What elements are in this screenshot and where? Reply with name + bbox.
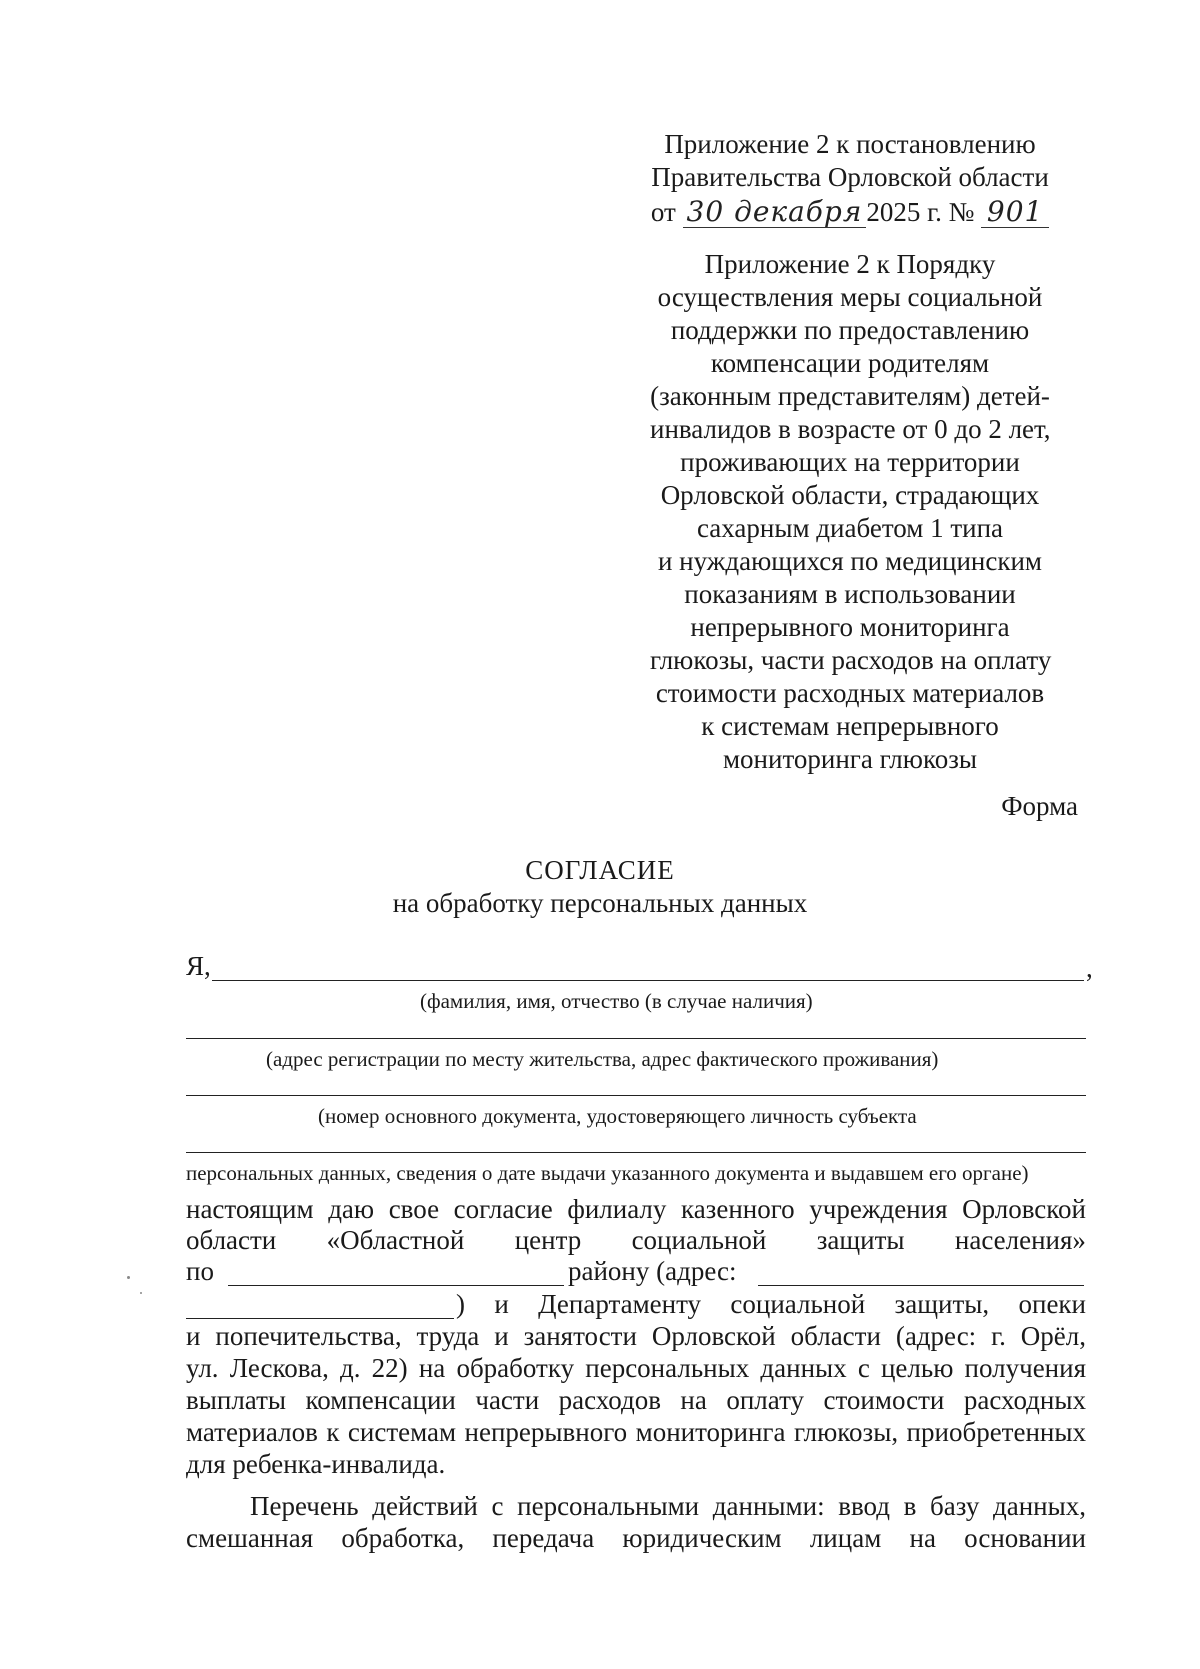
document-title: СОГЛАСИЕ: [525, 855, 675, 885]
body-line-9: для ребенка-инвалида.: [186, 1449, 446, 1479]
district-address-blank-line: [758, 1285, 1084, 1286]
handwritten-number: 901: [981, 197, 1049, 228]
appendix-line: компенсации родителям: [710, 348, 990, 378]
address-blank-line: [186, 1038, 1086, 1039]
document-subtitle: на обработку персональных данных: [392, 888, 808, 918]
resolution-line-2: Правительства Орловской области: [651, 162, 1049, 192]
district-blank-line: [228, 1285, 564, 1286]
scan-speck: [140, 1292, 142, 1294]
body-line-3-middle: району (адрес:: [568, 1256, 737, 1286]
body-line-7: выплаты компенсации части расходов на оплату стоимости расходных: [186, 1385, 1086, 1415]
date-suffix: 2025 г. №: [866, 197, 975, 227]
appendix-line: инвалидов в возрасте от 0 до 2 лет,: [650, 414, 1051, 444]
scan-speck: [127, 1276, 130, 1279]
resolution-date-line: [650, 196, 1050, 229]
date-prefix: от: [650, 197, 676, 227]
body-word: населения»: [954, 1225, 1086, 1255]
document-blank-line: [186, 1095, 1086, 1096]
appendix-line: мониторинга глюкозы: [722, 744, 978, 774]
body-line-4: ) и Департаменту социальной защиты, опеки: [456, 1289, 1086, 1319]
address-caption: (адрес регистрации по месту жительства, адрес фактического проживания): [266, 1047, 939, 1071]
body-line-3-prefix: по: [186, 1256, 214, 1286]
resolution-line-1: Приложение 2 к постановлению: [664, 129, 1036, 159]
name-blank-line: [212, 980, 1084, 981]
i-prefix: Я,: [186, 951, 211, 981]
document-caption-1: (номер основного документа, удостоверяющего личность субъекта: [318, 1104, 917, 1128]
district-address-blank-line-2: [186, 1318, 454, 1319]
para2-line-1: Перечень действий с персональными данными: ввод в базу данных,: [250, 1491, 1086, 1521]
appendix-line: поддержки по предоставлению: [670, 315, 1030, 345]
body-word: социальной: [631, 1225, 767, 1255]
appendix-line: и нуждающихся по медицинским: [657, 546, 1043, 576]
body-word: области: [186, 1225, 277, 1255]
appendix-line: проживающих на территории: [680, 447, 1020, 477]
body-word: центр: [514, 1225, 582, 1255]
i-comma: ,: [1086, 953, 1093, 983]
body-line-5: и попечительства, труда и занятости Орловской области (адрес: г. Орёл,: [186, 1321, 1086, 1351]
appendix-line: глюкозы, части расходов на оплату: [650, 645, 1052, 675]
appendix-line: (законным представителям) детей-: [650, 381, 1050, 411]
body-line-8: материалов к системам непрерывного мониторинга глюкозы, приобретенных: [186, 1417, 1086, 1447]
body-line-2: [186, 1224, 1086, 1257]
document-caption-2: персональных данных, сведения о дате выдачи указанного документа и выдавшем его органе): [186, 1161, 1029, 1185]
handwritten-date: 30 декабря: [683, 197, 867, 228]
body-line-1: настоящим даю свое согласие филиалу казенного учреждения Орловской: [186, 1194, 1086, 1224]
appendix-line: стоимости расходных материалов: [655, 678, 1045, 708]
appendix-line: непрерывного мониторинга: [690, 612, 1010, 642]
document-blank-line-2: [186, 1152, 1086, 1153]
procedure-appendix-block: [650, 248, 1050, 776]
resolution-appendix-header: [650, 128, 1050, 229]
form-label: Форма: [1001, 791, 1078, 821]
para2-line-2: смешанная обработка, передача юридическим лицам на основании: [186, 1523, 1086, 1553]
appendix-line: Орловской области, страдающих: [660, 480, 1040, 510]
body-line-6: ул. Лескова, д. 22) на обработку персональных данных с целью получения: [186, 1353, 1086, 1383]
body-word: защиты: [816, 1225, 905, 1255]
appendix-line: Приложение 2 к Порядку: [704, 249, 996, 279]
appendix-line: показаниям в использовании: [684, 579, 1016, 609]
name-caption: (фамилия, имя, отчество (в случае наличия): [420, 989, 813, 1013]
appendix-line: сахарным диабетом 1 типа: [696, 513, 1004, 543]
appendix-line: осуществления меры социальной: [657, 282, 1043, 312]
appendix-line: к системам непрерывного: [701, 711, 999, 741]
body-word: «Областной: [326, 1225, 465, 1255]
